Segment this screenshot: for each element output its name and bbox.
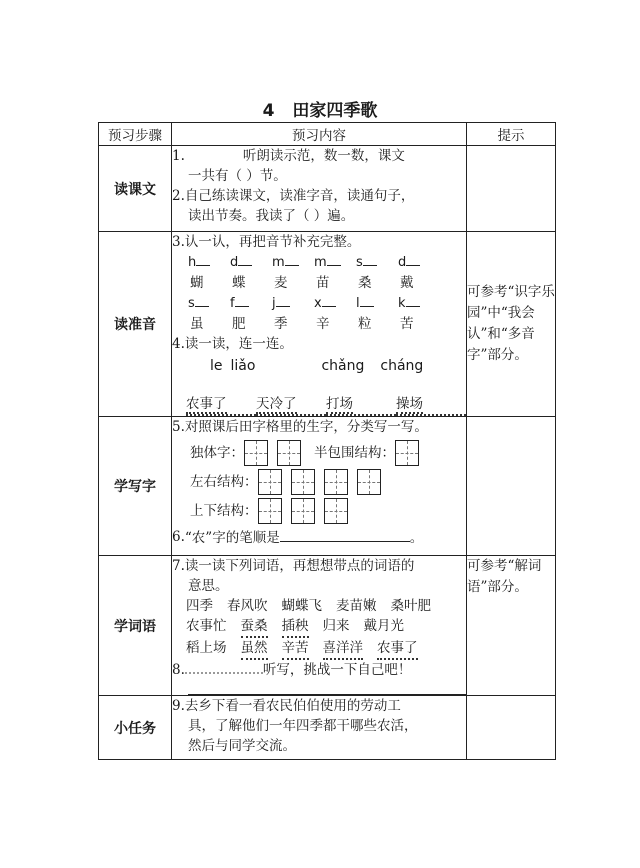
- lesson-title: 田家四季歌: [292, 101, 378, 121]
- item-6: 6. “农”字的笔顺是 。: [172, 529, 424, 546]
- item-3: 3. 认一认，再把音节补充完整。: [172, 234, 361, 250]
- preview-table: [98, 122, 556, 760]
- dictation-line[interactable]: [188, 684, 466, 695]
- item-2: 2. 自己练读课文，读准字音，读通句子，: [172, 188, 415, 204]
- word-row-3: 稻上场 虽然 辛苦 喜洋洋 农事了: [186, 638, 466, 660]
- pinyin-blank[interactable]: [360, 294, 374, 307]
- match-word[interactable]: 打场: [326, 396, 353, 412]
- hint-write: [467, 417, 556, 556]
- row-task: [99, 696, 556, 760]
- pinyin-blank[interactable]: [406, 294, 420, 307]
- content-pronounce: [172, 232, 467, 417]
- hint-words: 可参考“解词语”部分。: [467, 556, 556, 696]
- tianzige-box[interactable]: [291, 469, 315, 495]
- item-2-line2: 读出节奏。我读了（ ）遍。: [188, 208, 355, 224]
- step-pronounce: 读准音: [99, 232, 172, 417]
- pinyin-row-1: h d m m s d: [188, 253, 466, 273]
- pinyin-blank[interactable]: [196, 253, 210, 266]
- tianzige-box[interactable]: [324, 498, 348, 524]
- word-row-2: 农事忙 蚕桑 插秧 归来 戴月光: [186, 616, 466, 638]
- pinyin-option[interactable]: le: [210, 358, 223, 374]
- pinyin-option[interactable]: liǎo: [230, 358, 256, 374]
- tianzige-box[interactable]: [258, 469, 282, 495]
- item-8: 8. 听写，挑战一下自己吧！: [172, 662, 412, 678]
- content-read-text: [172, 146, 467, 232]
- step-write: 学写字: [99, 417, 172, 556]
- match-words: [186, 394, 466, 416]
- pinyin-blank[interactable]: [276, 294, 290, 307]
- top-bottom-structure-line: 上下结构：: [190, 498, 466, 524]
- content-task: 9. 去乡下看一看农民伯伯使用的劳动工 具，了解他们一年四季都干哪些农活， 然后与同学交流。: [172, 696, 467, 760]
- tianzige-box[interactable]: [357, 469, 381, 495]
- match-word[interactable]: 天冷了: [256, 396, 297, 412]
- header-row: [99, 123, 556, 146]
- tianzige-box[interactable]: [244, 440, 268, 466]
- row-pronounce: [99, 232, 556, 417]
- step-task: 小任务: [99, 696, 172, 760]
- pinyin-row-2: s f j x l k: [188, 294, 466, 314]
- tianzige-box[interactable]: [291, 498, 315, 524]
- pinyin-blank[interactable]: [195, 294, 209, 307]
- row-write: [99, 417, 556, 556]
- step-read-text: 读课文: [99, 146, 172, 232]
- item-4: 4. 读一读，连一连。: [172, 336, 293, 352]
- match-word[interactable]: 农事了: [186, 396, 227, 412]
- step-words: 学词语: [99, 556, 172, 696]
- tianzige-box[interactable]: [277, 440, 301, 466]
- lesson-number: 4: [262, 101, 275, 121]
- content-words: 7. 读一读下列词语，再想想带点的词语的 意思。 四季 春风吹 蝴蝶飞 麦苗嫩 桑叶肥 农事忙 蚕桑 插秧 归来 戴月光 稻上场 虽然 辛苦 喜洋洋 农事了 8. 听写，挑战一下自己吧！: [172, 556, 467, 696]
- item-1-line2: 一共有（ ）节。: [188, 168, 287, 184]
- hanzi-row-1: 蝴 蝶 麦 苗 桑 戴: [190, 275, 414, 291]
- pinyin-blank[interactable]: [238, 253, 252, 266]
- header-content: 预习内容: [172, 123, 467, 146]
- row-read-text: [99, 146, 556, 232]
- pinyin-options: [172, 356, 466, 378]
- hanzi-row-2: 虽 肥 季 辛 粒 苦: [190, 316, 414, 332]
- item-1: 1. 听朗读示范，数一数，课文: [172, 148, 405, 164]
- single-structure-line: 独体字： 半包围结构：: [190, 440, 466, 466]
- match-word[interactable]: 操场: [396, 396, 423, 412]
- item-5: 5. 对照课后田字格里的生字，分类写一写。: [172, 419, 428, 435]
- hint-pronounce: 可参考“识字乐园”中“我会认”和“多音字”部分。: [467, 232, 556, 417]
- pinyin-blank[interactable]: [322, 294, 336, 307]
- tianzige-box[interactable]: [258, 498, 282, 524]
- pinyin-blank[interactable]: [285, 253, 299, 266]
- tianzige-box[interactable]: [395, 440, 419, 466]
- content-write: [172, 417, 467, 556]
- item-9: 9. 去乡下看一看农民伯伯使用的劳动工: [172, 698, 401, 714]
- stroke-order-blank[interactable]: [280, 527, 410, 542]
- pinyin-option[interactable]: cháng: [380, 358, 424, 374]
- header-hint: 提示: [467, 123, 556, 146]
- row-words: [99, 556, 556, 696]
- pinyin-blank[interactable]: [363, 253, 377, 266]
- hint-task: [467, 696, 556, 760]
- word-row-1: 四季 春风吹 蝴蝶飞 麦苗嫩 桑叶肥: [186, 598, 431, 614]
- pinyin-blank[interactable]: [406, 253, 420, 266]
- header-step: 预习步骤: [99, 123, 172, 146]
- pinyin-blank[interactable]: [235, 294, 249, 307]
- left-right-structure-line: 左右结构：: [190, 469, 466, 495]
- pinyin-blank[interactable]: [327, 253, 341, 266]
- item-7: 7. 读一读下列词语，再想想带点的词语的: [172, 558, 415, 574]
- tianzige-box[interactable]: [324, 469, 348, 495]
- pinyin-option[interactable]: chǎng: [321, 358, 365, 374]
- page-title: [0, 96, 640, 121]
- hint-read-text: [467, 146, 556, 232]
